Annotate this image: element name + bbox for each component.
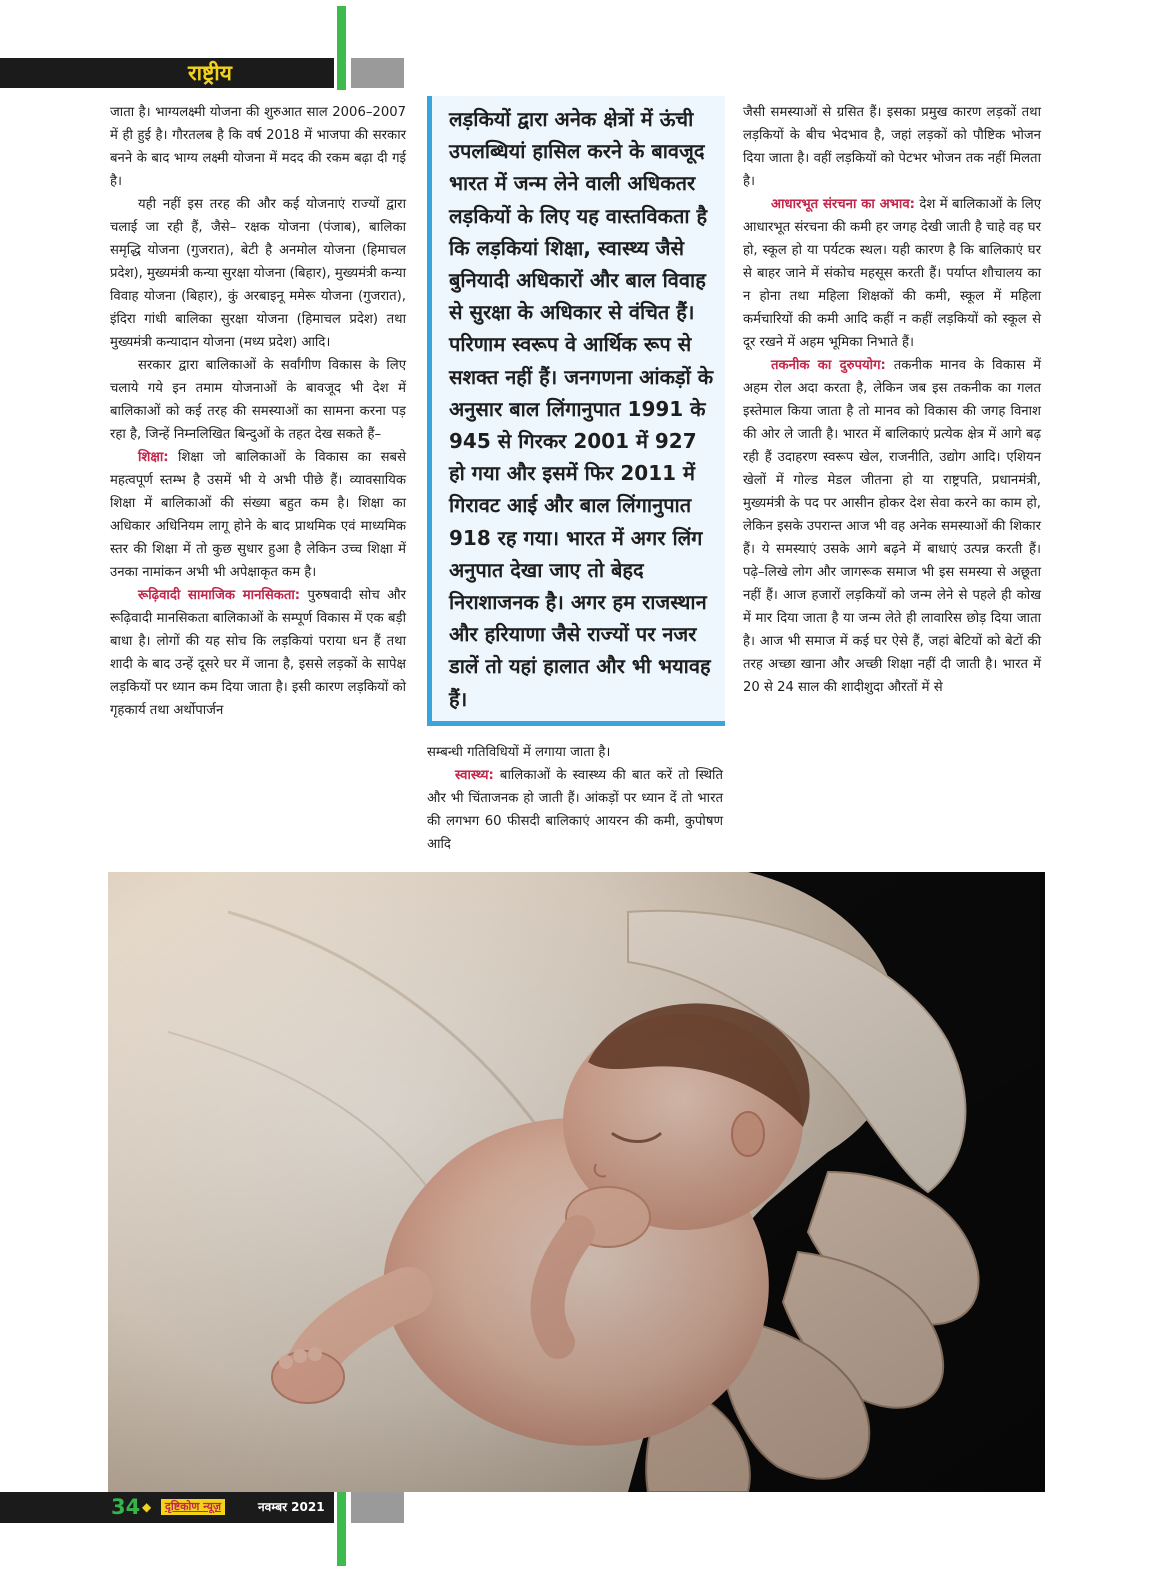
subheading-infrastructure: आधारभूत संरचना का अभाव:	[771, 197, 915, 212]
subheading-health: स्वास्थ्य:	[455, 768, 494, 783]
magazine-logo: दृष्टिकोण न्यूज़	[161, 1499, 225, 1515]
subheading-education: शिक्षा:	[138, 450, 169, 465]
header-accent-grey	[351, 58, 404, 88]
section-header-bar	[0, 58, 334, 88]
subheading-mindset: रूढ़िवादी सामाजिक मानसिकता:	[138, 588, 301, 603]
section-label: राष्ट्रीय	[188, 61, 232, 85]
page-number: 34	[111, 1495, 141, 1519]
photo-illustration	[108, 872, 1045, 1492]
newborn-in-hand-photo	[108, 872, 1045, 1492]
paragraph: आधारभूत संरचना का अभाव: देश में बालिकाओं के लिए आधारभूत संरचना की कमी हर जगह देखी जाती है चाहे वह घर हो, स्कूल हो या पर्यटक स्थल। यही कारण है कि बालिकाएं घर से बाहर जाने में संकोच महसूस करती हैं। पर्याप्त शौचालय का न होना तथा महिला शिक्षकों की कमी, स्कूल में महिला कर्मचारियों की कमी आदि कहीं न कहीं लड़कियों को स्कूल से दूर रखने में अहम भूमिका निभाते हैं।	[743, 197, 1041, 350]
paragraph: जैसी समस्याओं से ग्रसित हैं। इसका प्रमुख कारण लड़कों तथा लड़कियों के बीच भेदभाव है, जहां लड़कों को पौष्टिक भोजन दिया जाता है। वहीं लड़कियों को पेटभर भोजन तक नहीं मिलता है।	[743, 105, 1041, 189]
header-accent-green	[337, 6, 346, 90]
pull-quote-text: लड़कियों द्वारा अनेक क्षेत्रों में ऊंची उपलब्धियां हासिल करने के बावजूद भारत में जन्म लेने वाली अधिकतर लड़कियों के लिए यह वास्तविकता है कि लड़कियां शिक्षा, स्वास्थ्य जैसे बुनियादी अधिकारों और बाल विवाह से सुरक्षा के अधिकार से वंचित हैं। परिणाम स्वरूप वे आर्थिक रूप से सशक्त नहीं हैं। जनगणना आंकड़ों के अनुसार बाल लिंगानुपात 1991 के 945 से गिरकर 2001 में 927 हो गया और इसमें फिर 2011 में गिरावट आई और बाल लिंगानुपात 918 रह गया। भारत में अगर लिंग अनुपात देखा जाए तो बेहद निराशाजनक है। अगर हम राजस्थान और हरियाणा जैसे राज्यों पर नजर डालें तो यहां हालात और भी भयावह हैं।	[449, 107, 714, 711]
article-column-2	[427, 741, 723, 856]
paragraph: यही नहीं इस तरह की और कई योजनाएं राज्यों द्वारा चलाई जा रही हैं, जैसे– रक्षक योजना (पंजाब), बालिका समृद्धि योजना (गुजरात), बेटी है अनमोल योजना (हिमाचल प्रदेश), मुख्यमंत्री कन्या सुरक्षा योजना (बिहार), मुख्यमंत्री कन्या विवाह योजना (बिहार), कुं अरबाइनू ममेरू योजना (गुजरात), इंदिरा गांधी बालिका सुरक्षा योजना (हिमाचल प्रदेश) तथा मुख्यमंत्री कन्यादान योजना (मध्य प्रदेश) आदि।	[110, 197, 406, 350]
footer-accent-grey	[351, 1492, 404, 1523]
article-column-3	[743, 101, 1041, 699]
paragraph: तकनीक का दुरुपयोग: तकनीक मानव के विकास में अहम रोल अदा करता है, लेकिन जब इस तकनीक का गलत इस्तेमाल किया जाता है तो मानव को विकास की जगह विनाश की ओर ले जाती है। भारत में बालिकाएं प्रत्येक क्षेत्र में आगे बढ़ रही हैं उदाहरण स्वरूप खेल, राजनीति, उद्योग आदि। एशियन खेलों में गोल्ड मेडल जीतना हो या राष्ट्रपति, प्रधानमंत्री, मुख्यमंत्री के पद पर आसीन होकर देश सेवा करने का काम हो, लेकिन इसके उपरान्त आज भी वह अनेक समस्याओं की शिकार हैं। ये समस्याएं उसके आगे बढ़ने में बाधाएं उत्पन्न करती हैं। पढ़े–लिखे लोग और जागरूक समाज भी इस समस्या से अछूता नहीं हैं। आज हजारों लड़कियों को जन्म लेने से पहले ही कोख में मार दिया जाता है या जन्म लेते ही लावारिस छोड़ दिया जाता है। आज भी समाज में कई घर ऐसे हैं, जहां बेटियों को बेटों की तरह अच्छा खाना और अच्छी शिक्षा नहीं दी जाती है। भारत में 20 से 24 साल की शादीशुदा औरतों में से	[743, 358, 1041, 695]
paragraph: सरकार द्वारा बालिकाओं के सर्वांगीण विकास के लिए चलाये गये इन तमाम योजनाओं के बावजूद भी देश में बालिकाओं को कई तरह की समस्याओं का सामना करना पड़ रहा है, जिन्हें निम्नलिखित बिन्दुओं के तहत देख सकते हैं–	[110, 358, 406, 442]
subheading-technology: तकनीक का दुरुपयोग:	[771, 358, 886, 373]
article-column-1	[110, 101, 406, 722]
paragraph: शिक्षा: शिक्षा जो बालिकाओं के विकास का सबसे महत्वपूर्ण स्तम्भ है उसमें भी ये अभी पीछे हैं। व्यावसायिक शिक्षा में बालिकाओं की संख्या बहुत कम है। शिक्षा का अधिकार अधिनियम लागू होने के बाद प्राथमिक एवं माध्यमिक स्तर की शिक्षा में तो कुछ सुधार हुआ है लेकिन उच्च शिक्षा में उनका नामांकन अभी भी अपेक्षाकृत कम है।	[110, 450, 406, 580]
footer-accent-green	[337, 1492, 346, 1566]
paragraph: सम्बन्धी गतिविधियों में लगाया जाता है।	[427, 745, 611, 760]
footer-separator: ◆	[142, 1500, 152, 1514]
paragraph: रूढ़िवादी सामाजिक मानसिकता: पुरुषवादी सोच और रूढ़िवादी मानसिकता बालिकाओं के सम्पूर्ण विकास में एक बड़ी बाधा है। लोगों की यह सोच कि लड़कियां पराया धन हैं तथा शादी के बाद उन्हें दूसरे घर में जाना है, इससे लड़कों के सापेक्ष लड़कियों पर ध्यान कम दिया जाता है। इसी कारण लड़कियों को गृहकार्य तथा अर्थोपार्जन	[110, 588, 406, 718]
issue-date: नवम्बर 2021	[258, 1500, 325, 1514]
paragraph: जाता है। भाग्यलक्ष्मी योजना की शुरुआत साल 2006–2007 में ही हुई है। गौरतलब है कि वर्ष 2018 में भाजपा की सरकार बनने के बाद भाग्य लक्ष्मी योजना में मदद की रकम बढ़ा दी गई है।	[110, 105, 406, 189]
paragraph: स्वास्थ्य: बालिकाओं के स्वास्थ्य की बात करें तो स्थिति और भी चिंताजनक हो जाती हैं। आंकड़ों पर ध्यान दें तो भारत की लगभग 60 फीसदी बालिकाएं आयरन की कमी, कुपोषण आदि	[427, 768, 723, 852]
